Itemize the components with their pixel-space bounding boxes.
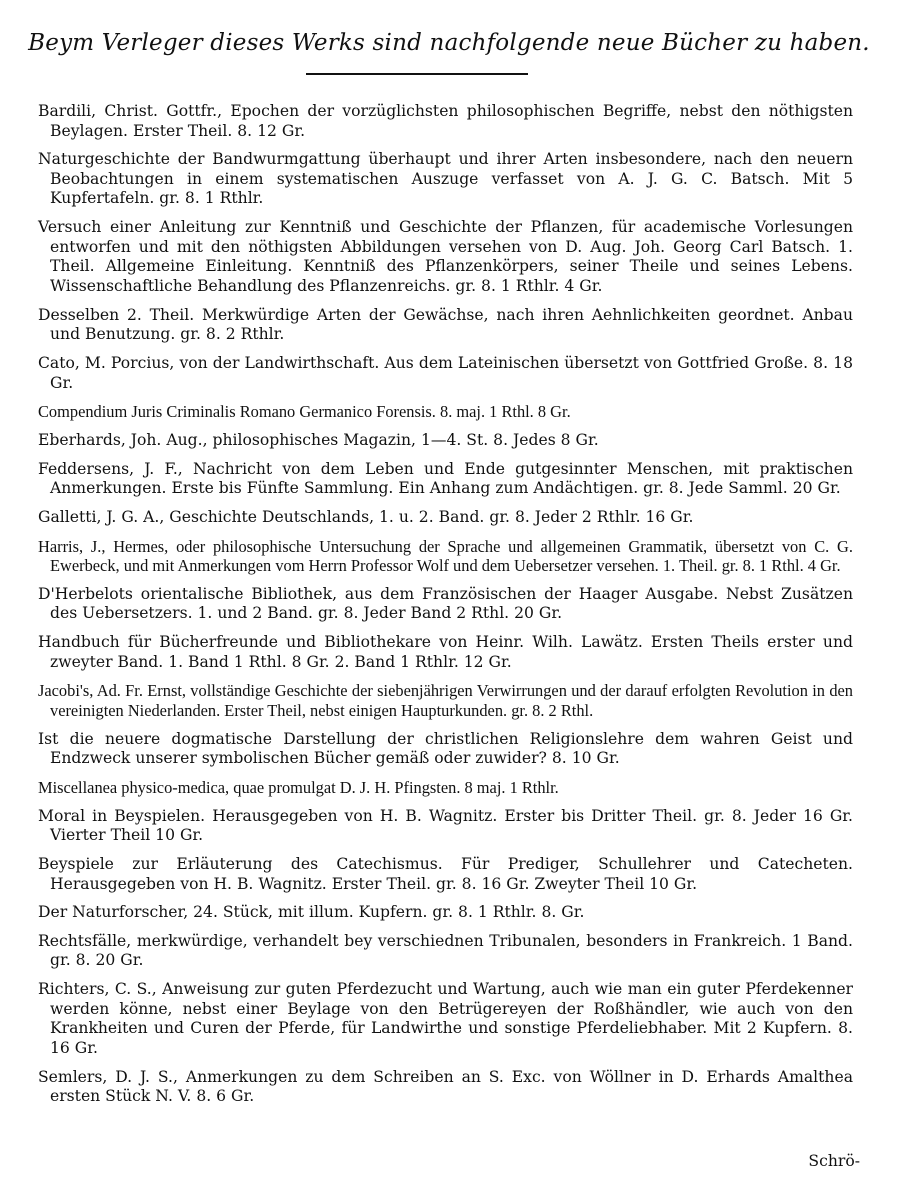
book-entry: Versuch einer Anleitung zur Kenntniß und Geschichte der Pflanzen, für academische Vorlesungen entworfen und mit den nöthigsten Abbildungen versehen von D. Aug. Joh. Georg Carl Batsch. 1. Theil. Allgemeine Einleitung. Kenntniß des Pflanzenkörpers, seiner Theile und seines Lebens. Wissenschaftliche Behandlung des Pflanzenreichs. gr. 8. 1 Rthlr. 4 Gr. — [38, 218, 853, 295]
book-list — [38, 102, 853, 1116]
book-entry: Ist die neuere dogmatische Darstellung der christlichen Religionslehre dem wahren Geist und Endzweck unserer symbolischen Bücher gemäß oder zuwider? 8. 10 Gr. — [38, 729, 853, 768]
book-entry: Rechtsfälle, merkwürdige, verhandelt bey verschiednen Tribunalen, besonders in Frankreich. 1 Band. gr. 8. 20 Gr. — [38, 931, 853, 970]
book-entry: Galletti, J. G. A., Geschichte Deutschlands, 1. u. 2. Band. gr. 8. Jeder 2 Rthlr. 16 Gr. — [38, 507, 694, 526]
book-entry: Feddersens, J. F., Nachricht von dem Leben und Ende gutgesinnter Menschen, mit praktischen Anmerkungen. Erste bis Fünfte Sammlung. Ein Anhang zum Andächtigen. gr. 8. Jede Samml. 20 Gr. — [38, 459, 853, 498]
page-heading: Beym Verleger dieses Werks sind nachfolgende neue Bücher zu haben. — [28, 30, 870, 56]
heading-rule — [306, 73, 528, 75]
book-entry: Moral in Beyspielen. Herausgegeben von H. B. Wagnitz. Erster bis Dritter Theil. gr. 8. Jeder 16 Gr. Vierter Theil 10 Gr. — [38, 806, 853, 845]
book-entry: Cato, M. Porcius, von der Landwirthschaft. Aus dem Lateinischen übersetzt von Gottfried Große. 8. 18 Gr. — [38, 353, 853, 392]
book-entry: D'Herbelots orientalische Bibliothek, aus dem Französischen der Haager Ausgabe. Nebst Zusätzen des Uebersetzers. 1. und 2 Band. gr. 8. Jeder Band 2 Rthl. 20 Gr. — [38, 584, 853, 623]
book-entry: Desselben 2. Theil. Merkwürdige Arten der Gewächse, nach ihren Aehnlichkeiten geordnet. Anbau und Benutzung. gr. 8. 2 Rthlr. — [38, 305, 853, 344]
book-entry: Handbuch für Bücherfreunde und Bibliothekare von Heinr. Wilh. Lawätz. Ersten Theils erster und zweyter Band. 1. Band 1 Rthl. 8 Gr. 2. Band 1 Rthlr. 12 Gr. — [38, 633, 853, 671]
book-entry: Der Naturforscher, 24. Stück, mit illum. Kupfern. gr. 8. 1 Rthlr. 8. Gr. — [38, 903, 585, 922]
book-entry: Beyspiele zur Erläuterung des Catechismus. Für Prediger, Schullehrer und Catecheten. Herausgegeben von H. B. Wagnitz. Erster Theil. gr. 8. 16 Gr. Zweyter Theil 10 Gr. — [38, 854, 853, 893]
book-entry: Semlers, D. J. S., Anmerkungen zu dem Schreiben an S. Exc. von Wöllner in D. Erhards Amalthea ersten Stück N. V. 8. 6 Gr. — [38, 1067, 853, 1106]
book-entry: Eberhards, Joh. Aug., philosophisches Magazin, 1—4. St. 8. Jedes 8 Gr. — [38, 430, 599, 449]
book-entry: Naturgeschichte der Bandwurmgattung überhaupt und ihrer Arten insbesondere, nach den neuern Beobachtungen in einem systematischen Auszuge verfasset von A. J. G. C. Batsch. Mit 5 Kupfertafeln. gr. 8. 1 Rthlr. — [38, 150, 853, 208]
book-entry: Jacobi's, Ad. Fr. Ernst, vollständige Geschichte der siebenjährigen Verwirrungen und der darauf erfolgten Revolution in den vereinigten Niederlanden. Erster Theil, nebst einigen Haupturkunden. gr. 8. 2 Rthl. — [38, 681, 853, 720]
book-entry: Compendium Juris Criminalis Romano Germanico Forensis. 8. maj. 1 Rthl. 8 Gr. — [38, 402, 571, 422]
book-entry: Richters, C. S., Anweisung zur guten Pferdezucht und Wartung, auch wie man ein guter Pferdekenner werden könne, nebst einer Beylage von den Betrügereyen der Roßhändler, wie auch von den Krankheiten und Curen der Pferde, für Landwirthe und sonstige Pferdeliebhaber. Mit 2 Kupfern. 8. 16 Gr. — [38, 980, 853, 1057]
catchword: Schrö- — [808, 1152, 860, 1170]
book-entry: Harris, J., Hermes, oder philosophische Untersuchung der Sprache und allgemeinen Grammatik, übersetzt von C. G. Ewerbeck, und mit Anmerkungen vom Herrn Professor Wolf und dem Uebersetzer versehen. 1. Theil. gr. 8. 1 Rthl. 4 Gr. — [38, 536, 853, 576]
book-entry: Miscellanea physico-medica, quae promulgat D. J. H. Pfingsten. 8 maj. 1 Rthlr. — [38, 777, 559, 797]
book-entry: Bardili, Christ. Gottfr., Epochen der vorzüglichsten philosophischen Begriffe, nebst den nöthigsten Beylagen. Erster Theil. 8. 12 Gr. — [38, 102, 853, 140]
